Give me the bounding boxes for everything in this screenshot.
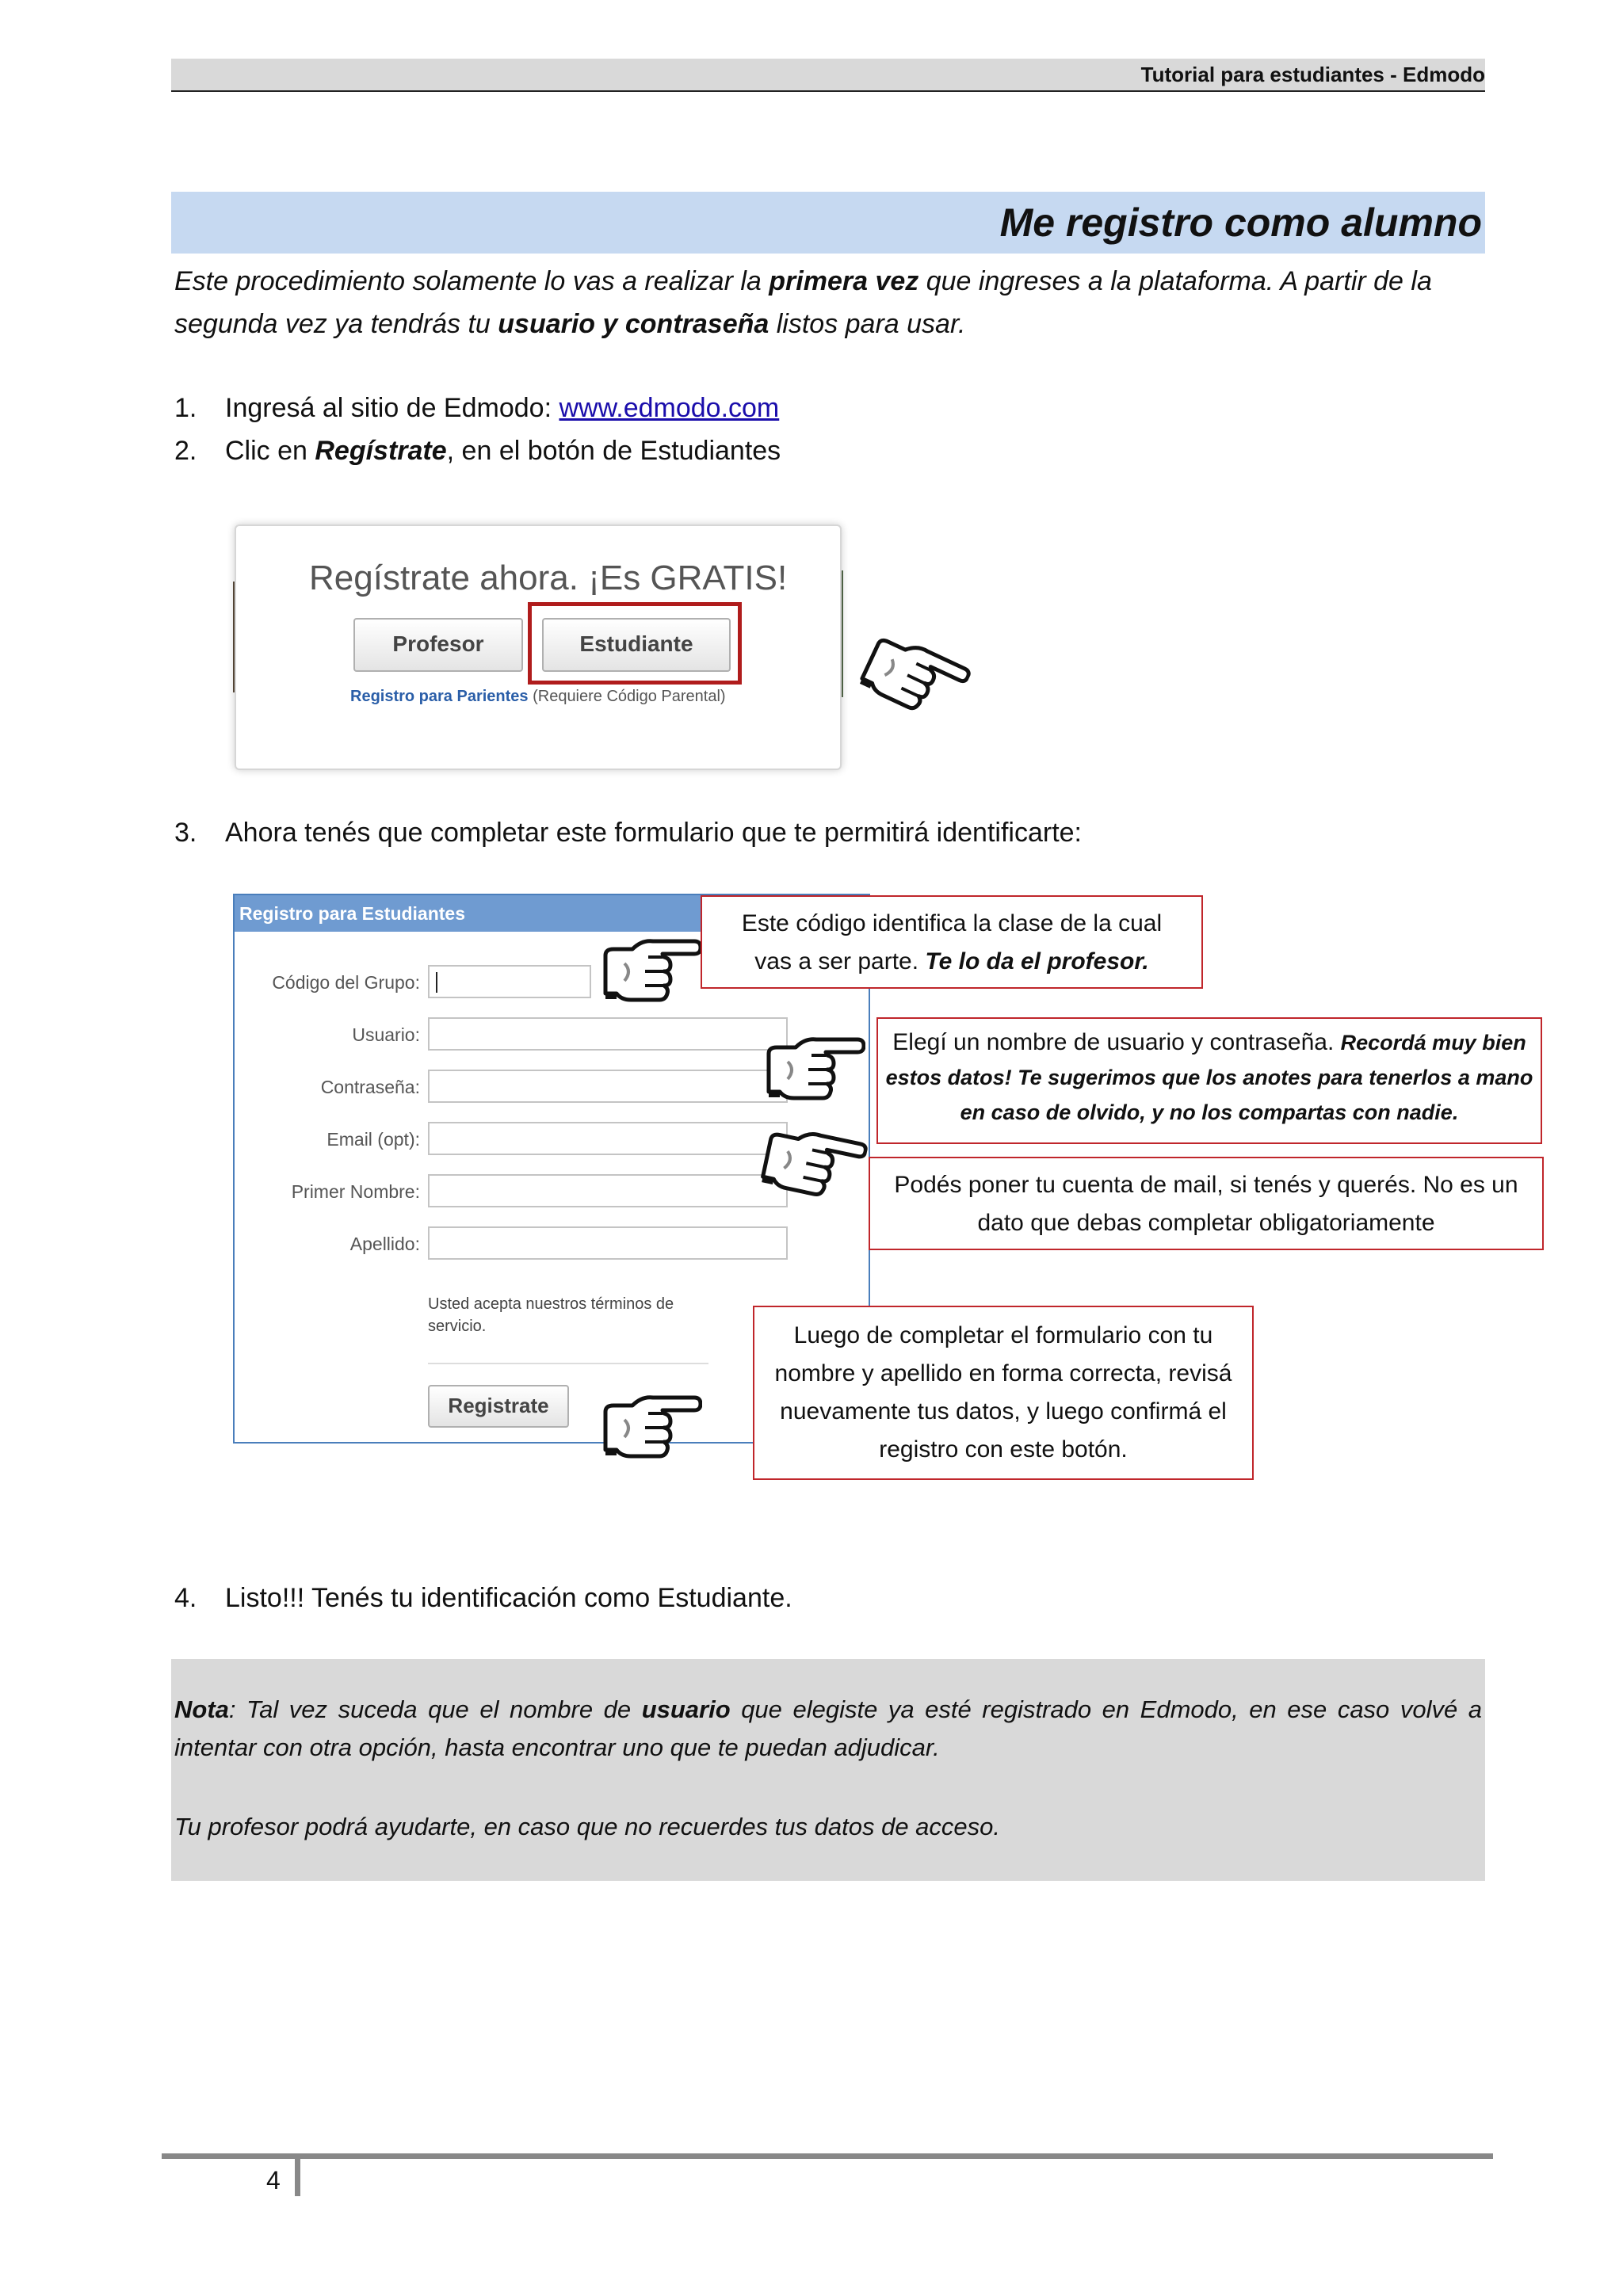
password-input[interactable]: [428, 1070, 788, 1103]
callout-text: Este código identifica la clase de la cual: [741, 910, 1163, 936]
step-number: 1.: [174, 393, 197, 423]
email-label: Email (opt):: [327, 1129, 420, 1150]
footer-tick: [295, 2158, 300, 2196]
callout-username: [876, 1017, 1542, 1144]
step-text: , en el botón de Estudiantes: [446, 436, 781, 466]
callout-email: [869, 1157, 1544, 1250]
section-title: Me registro como alumno: [999, 200, 1482, 245]
callout-text: vas a ser parte.: [754, 948, 926, 974]
teacher-button[interactable]: Profesor: [353, 618, 523, 672]
step-text: Clic en: [225, 436, 315, 466]
step-bold: Regístrate: [315, 436, 447, 466]
form-header: Registro para Estudiantes: [239, 903, 466, 924]
pointing-hand-icon: [854, 620, 976, 729]
register-submit-button[interactable]: Registrate: [428, 1385, 569, 1428]
callout-submit: [753, 1306, 1254, 1480]
header-title: Tutorial para estudiantes - Edmodo: [1140, 63, 1485, 86]
parents-note: (Requiere Código Parental): [528, 688, 726, 705]
username-input[interactable]: [428, 1017, 788, 1051]
divider: [428, 1363, 708, 1364]
intro-text-1: Este procedimiento solamente lo vas a realizar la: [174, 266, 769, 296]
note-paragraph: [174, 1691, 1482, 1767]
step-text: Ahora tenés que completar este formulario que te permitirá identificarte:: [225, 818, 1082, 848]
step-number: 2.: [174, 436, 197, 466]
first-name-input[interactable]: [428, 1174, 788, 1207]
last-name-label: Apellido:: [349, 1234, 420, 1254]
callout-text: Elegí un nombre de usuario y contraseña.: [892, 1029, 1341, 1055]
step-text: Ingresá al sitio de Edmodo:: [225, 393, 559, 423]
page-number: 4: [266, 2166, 281, 2195]
callout-group-code: [701, 895, 1203, 989]
intro-paragraph: [174, 260, 1482, 345]
pointing-hand-icon: [764, 1030, 865, 1103]
student-button[interactable]: Estudiante: [542, 618, 731, 672]
terms-text: Usted acepta nuestros términos de servicio.: [428, 1295, 674, 1335]
note-paragraph-2: Tu profesor podrá ayudarte, en caso que no recuerdes tus datos de acceso.: [174, 1813, 1001, 1840]
callout-bold: Recordá muy bien estos datos! Te sugerimos que los anotes para tenerlos a mano en caso de olvido, y no los compartas con nadie.: [885, 1031, 1533, 1124]
intro-text-3: listos para usar.: [769, 309, 966, 339]
intro-text-2: que ingreses a la plataforma. A partir de la segunda vez ya tendrás tu: [174, 266, 1432, 339]
callout-text: Luego de completar el formulario con tu nombre y apellido en forma correcta, revisá nuevamente tus datos, y luego confirmá el registro con este botón.: [774, 1322, 1232, 1463]
note-text: que elegiste ya esté registrado en Edmodo, en ese caso volvé a intentar con otra opción, hasta encontrar uno que te puedan adjudicar.: [174, 1695, 1482, 1761]
step-text: Listo!!! Tenés tu identificación como Estudiante.: [225, 1583, 792, 1613]
password-label: Contraseña:: [320, 1077, 420, 1097]
pointing-hand-icon: [601, 932, 702, 1005]
pointing-hand-icon: [601, 1388, 702, 1461]
parents-link[interactable]: Registro para Parientes: [350, 688, 529, 705]
text-cursor: [436, 972, 437, 993]
note-text: : Tal vez suceda que el nombre de: [228, 1695, 642, 1723]
username-label: Usuario:: [352, 1024, 420, 1045]
parents-registration: [350, 688, 726, 706]
callout-bold: Te lo da el profesor.: [925, 948, 1149, 974]
last-name-input[interactable]: [428, 1226, 788, 1260]
footer-rule: [162, 2153, 1493, 2159]
note-label: Nota: [174, 1695, 229, 1723]
intro-bold-2: usuario y contraseña: [498, 309, 769, 339]
step-number: 4.: [174, 1583, 197, 1613]
intro-bold-1: primera vez: [769, 266, 919, 296]
group-code-label: Código del Grupo:: [272, 972, 420, 993]
callout-text: Podés poner tu cuenta de mail, si tenés y querés. No es un dato que debas completar obligatoriamente: [894, 1172, 1518, 1236]
first-name-label: Primer Nombre:: [291, 1181, 420, 1202]
note-bold: usuario: [641, 1695, 731, 1723]
step-number: 3.: [174, 818, 197, 848]
edmodo-link[interactable]: www.edmodo.com: [559, 393, 780, 423]
register-title: Regístrate ahora. ¡Es GRATIS!: [309, 559, 788, 597]
email-input[interactable]: [428, 1122, 788, 1155]
group-code-input[interactable]: [428, 965, 591, 998]
